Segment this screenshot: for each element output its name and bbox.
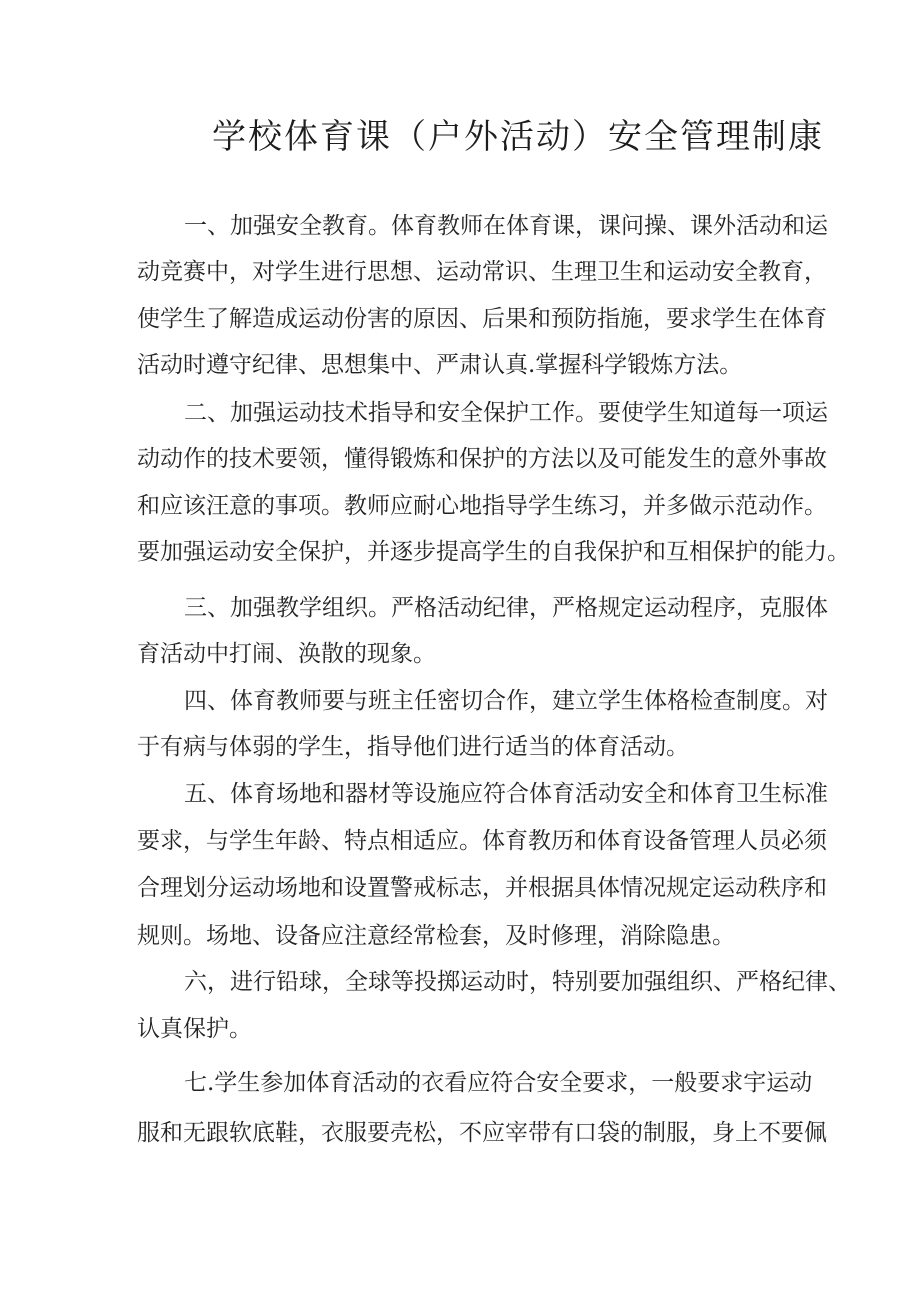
paragraph-1-line-1: 一、加强安全教育。体育教师在体育课，课问操、课外活动和运 (184, 213, 828, 239)
paragraph-5-line-2: 要求，与学生年龄、特点相适应。体育教历和体育设备管理人员必须 (137, 828, 827, 854)
paragraph-6-line-1: 六，进行铅球，全球等投掷运动时，特别要加强组织、严格纪律、 (184, 969, 851, 995)
paragraph-3-line-2: 育活动中打闹、涣散的现象。 (137, 641, 436, 667)
paragraph-2-line-4: 要加强运动安全保护，并逐步提高学生的自我保护和互相保护的能力。 (137, 539, 850, 565)
paragraph-4-line-1: 四、体育教师要与班主任密切合作，建立学生体格检查制度。对 (184, 688, 828, 714)
paragraph-1-line-3: 使学生了解造成运动份害的原因、后果和预防指施，要求学生在体育 (137, 306, 827, 332)
paragraph-1-line-2: 动竞赛中，对学生进行思想、运动常识、生理卫生和运动安全教育， (137, 259, 827, 285)
paragraph-2-line-3: 和应该汪意的事项。教师应耐心地指导学生练习，并多做示范动作。 (137, 493, 827, 519)
paragraph-5-line-4: 规则。场地、设备应注意经常检套，及时修理，消除隐患。 (137, 923, 735, 949)
paragraph-7-line-1: 七.学生参加体育活动的衣看应符合安全要求，一般要求宇运动 (184, 1070, 813, 1096)
paragraph-2-line-2: 动动作的技术要领，懂得锻炼和保护的方法以及可能发生的意外事故 (137, 446, 827, 472)
paragraph-4-line-2: 于有病与体弱的学生，指导他们进行适当的体育活动。 (137, 734, 689, 760)
paragraph-5-line-3: 合理划分运动场地和设置警戒标志，并根据具体情况规定运动秩序和 (137, 875, 827, 901)
paragraph-5-line-1: 五、体育场地和器材等设施应符合体育活动安全和体育卫生标准 (184, 781, 828, 807)
paragraph-7-line-2: 服和无跟软底鞋，衣服要壳松，不应宰带有口袋的制服，身上不要佩 (137, 1120, 827, 1146)
paragraph-1-line-4: 活动时遵守纪律、思想集中、严肃认真.掌握科学锻炼方法。 (137, 352, 743, 378)
paragraph-2-line-1: 二、加强运动技术指导和安全保护工作。要使学生知道每一项运 (184, 400, 828, 426)
paragraph-3-line-1: 三、加强教学组织。严格活动纪律，严格规定运动程序，克服体 (184, 595, 828, 621)
document-title: 学校体育课（户外活动）安全管理制康 (212, 117, 824, 157)
paragraph-6-line-2: 认真保护。 (137, 1016, 252, 1042)
